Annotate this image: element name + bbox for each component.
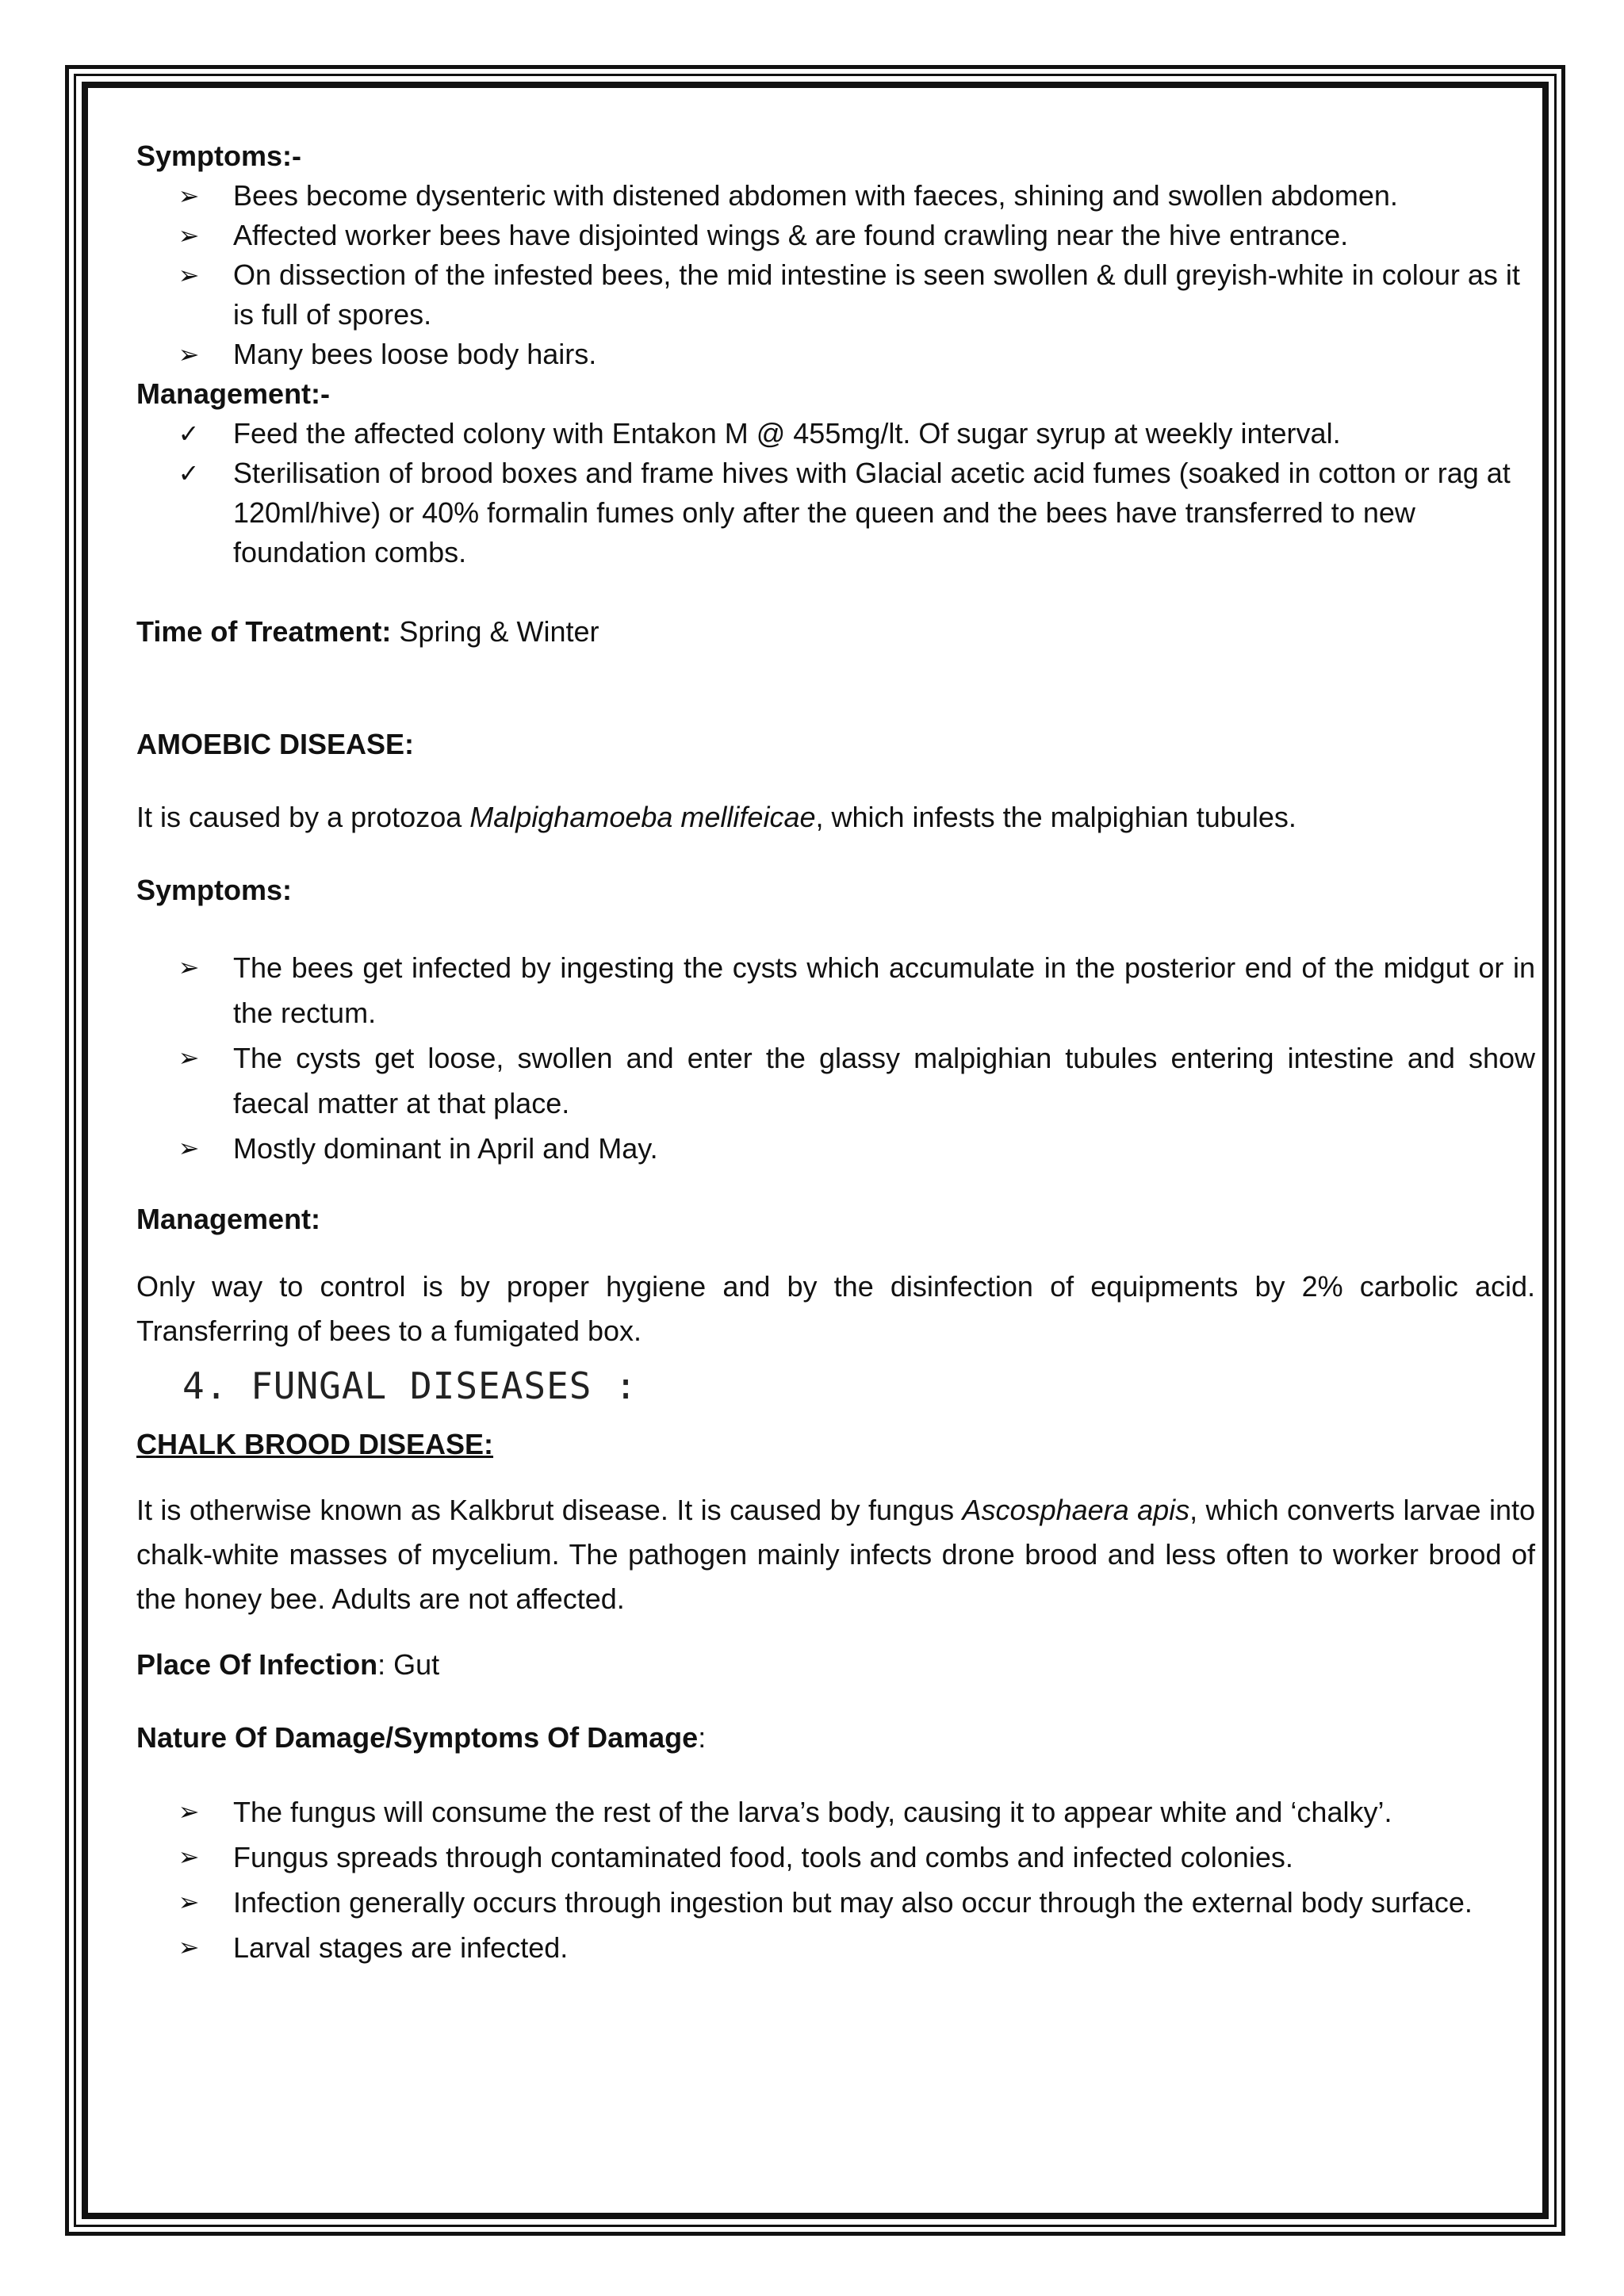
list-item: ➢ Fungus spreads through contaminated food, tools and combs and infected colonies.	[233, 1835, 1535, 1880]
treatment-line	[136, 612, 1535, 652]
amoebic-management-text: Only way to control is by proper hygiene and by the disinfection of equipments by 2% carbolic acid. Transferring of bees to a fumigated box.	[136, 1270, 1535, 1347]
page-content	[136, 136, 1535, 1970]
arrow-bullet-icon: ➢	[178, 1133, 200, 1163]
chalk-brood-intro: It is otherwise known as Kalkbrut disease. It is caused by fungus Ascosphaera apis, which converts larvae into chalk-white masses of mycelium. The pathogen mainly infects drone brood and less often to worker brood of the honey bee. Adults are not affected.	[136, 1494, 1536, 1615]
arrow-bullet-icon: ➢	[178, 1797, 200, 1827]
list-item: ➢ The cysts get loose, swollen and enter the glassy malpighian tubules entering intestine and show faecal matter at that place.	[233, 1035, 1535, 1126]
arrow-bullet-icon: ➢	[178, 220, 200, 251]
amoebic-heading: AMOEBIC DISEASE:	[136, 728, 415, 760]
arrow-bullet-icon: ➢	[178, 181, 200, 211]
arrow-bullet-icon: ➢	[178, 1043, 200, 1073]
fungal-diseases-heading: 4. FUNGAL DISEASES :	[182, 1364, 638, 1407]
nosema-symptoms-list	[136, 176, 1535, 374]
list-item: ➢ The bees get infected by ingesting the cysts which accumulate in the posterior end of the midgut or in the rectum.	[233, 945, 1535, 1035]
list-item: ✓ Sterilisation of brood boxes and frame hives with Glacial acetic acid fumes (soaked in cotton or rag at 120ml/hive) or 40% formalin fumes only after the queen and the bees have transferred to new foundation combs.	[233, 453, 1535, 572]
nature-of-damage: Nature Of Damage/Symptoms Of Damage:	[136, 1721, 707, 1754]
arrow-bullet-icon: ➢	[178, 260, 200, 290]
list-item: ➢ Affected worker bees have disjointed wings & are found crawling near the hive entrance.	[233, 216, 1535, 255]
list-item: ➢ Many bees loose body hairs.	[233, 335, 1535, 374]
nature-label: Nature Of Damage/Symptoms Of Damage	[136, 1721, 699, 1754]
chalk-brood-heading: CHALK BROOD DISEASE:	[136, 1428, 494, 1460]
treatment-label: Time of Treatment:	[136, 615, 392, 648]
list-item: ➢ Mostly dominant in April and May.	[233, 1126, 1535, 1171]
list-item: ➢ On dissection of the infested bees, the mid intestine is seen swollen & dull greyish-white in colour as it is full of spores.	[233, 255, 1535, 335]
place-value: : Gut	[377, 1648, 440, 1681]
chalk-symptoms-list	[136, 1789, 1535, 1970]
species-name: Ascosphaera apis	[962, 1494, 1190, 1526]
place-of-infection	[136, 1645, 1535, 1685]
list-item: ➢ Larval stages are infected.	[233, 1925, 1535, 1970]
nosema-symptoms-heading: Symptoms:-	[136, 140, 302, 172]
arrow-bullet-icon: ➢	[178, 339, 200, 369]
arrow-bullet-icon: ➢	[178, 1887, 200, 1917]
arrow-bullet-icon: ➢	[178, 1932, 200, 1962]
amoebic-symptoms-heading: Symptoms:	[136, 874, 293, 906]
amoebic-management-heading: Management:	[136, 1203, 321, 1235]
checkmark-icon: ✓	[178, 419, 200, 449]
list-item: ➢ The fungus will consume the rest of the larva’s body, causing it to appear white and ‘chalky’.	[233, 1789, 1535, 1835]
checkmark-icon: ✓	[178, 458, 200, 488]
list-item: ➢ Bees become dysenteric with distened abdomen with faeces, shining and swollen abdomen.	[233, 176, 1535, 216]
list-item: ➢ Infection generally occurs through ingestion but may also occur through the external body surface.	[233, 1880, 1535, 1925]
arrow-bullet-icon: ➢	[178, 952, 200, 982]
place-label: Place Of Infection	[136, 1648, 378, 1681]
arrow-bullet-icon: ➢	[178, 1842, 200, 1872]
amoebic-intro: It is caused by a protozoa Malpighamoeba mellifeicae, which infests the malpighian tubules.	[136, 801, 1297, 833]
treatment-value: Spring & Winter	[391, 615, 599, 648]
list-item: ✓ Feed the affected colony with Entakon M @ 455mg/lt. Of sugar syrup at weekly interval.	[233, 414, 1535, 453]
nosema-management-heading: Management:-	[136, 377, 331, 410]
nosema-management-list	[136, 414, 1535, 572]
amoebic-symptoms-list	[136, 945, 1535, 1171]
species-name: Malpighamoeba mellifeicae	[469, 801, 816, 833]
